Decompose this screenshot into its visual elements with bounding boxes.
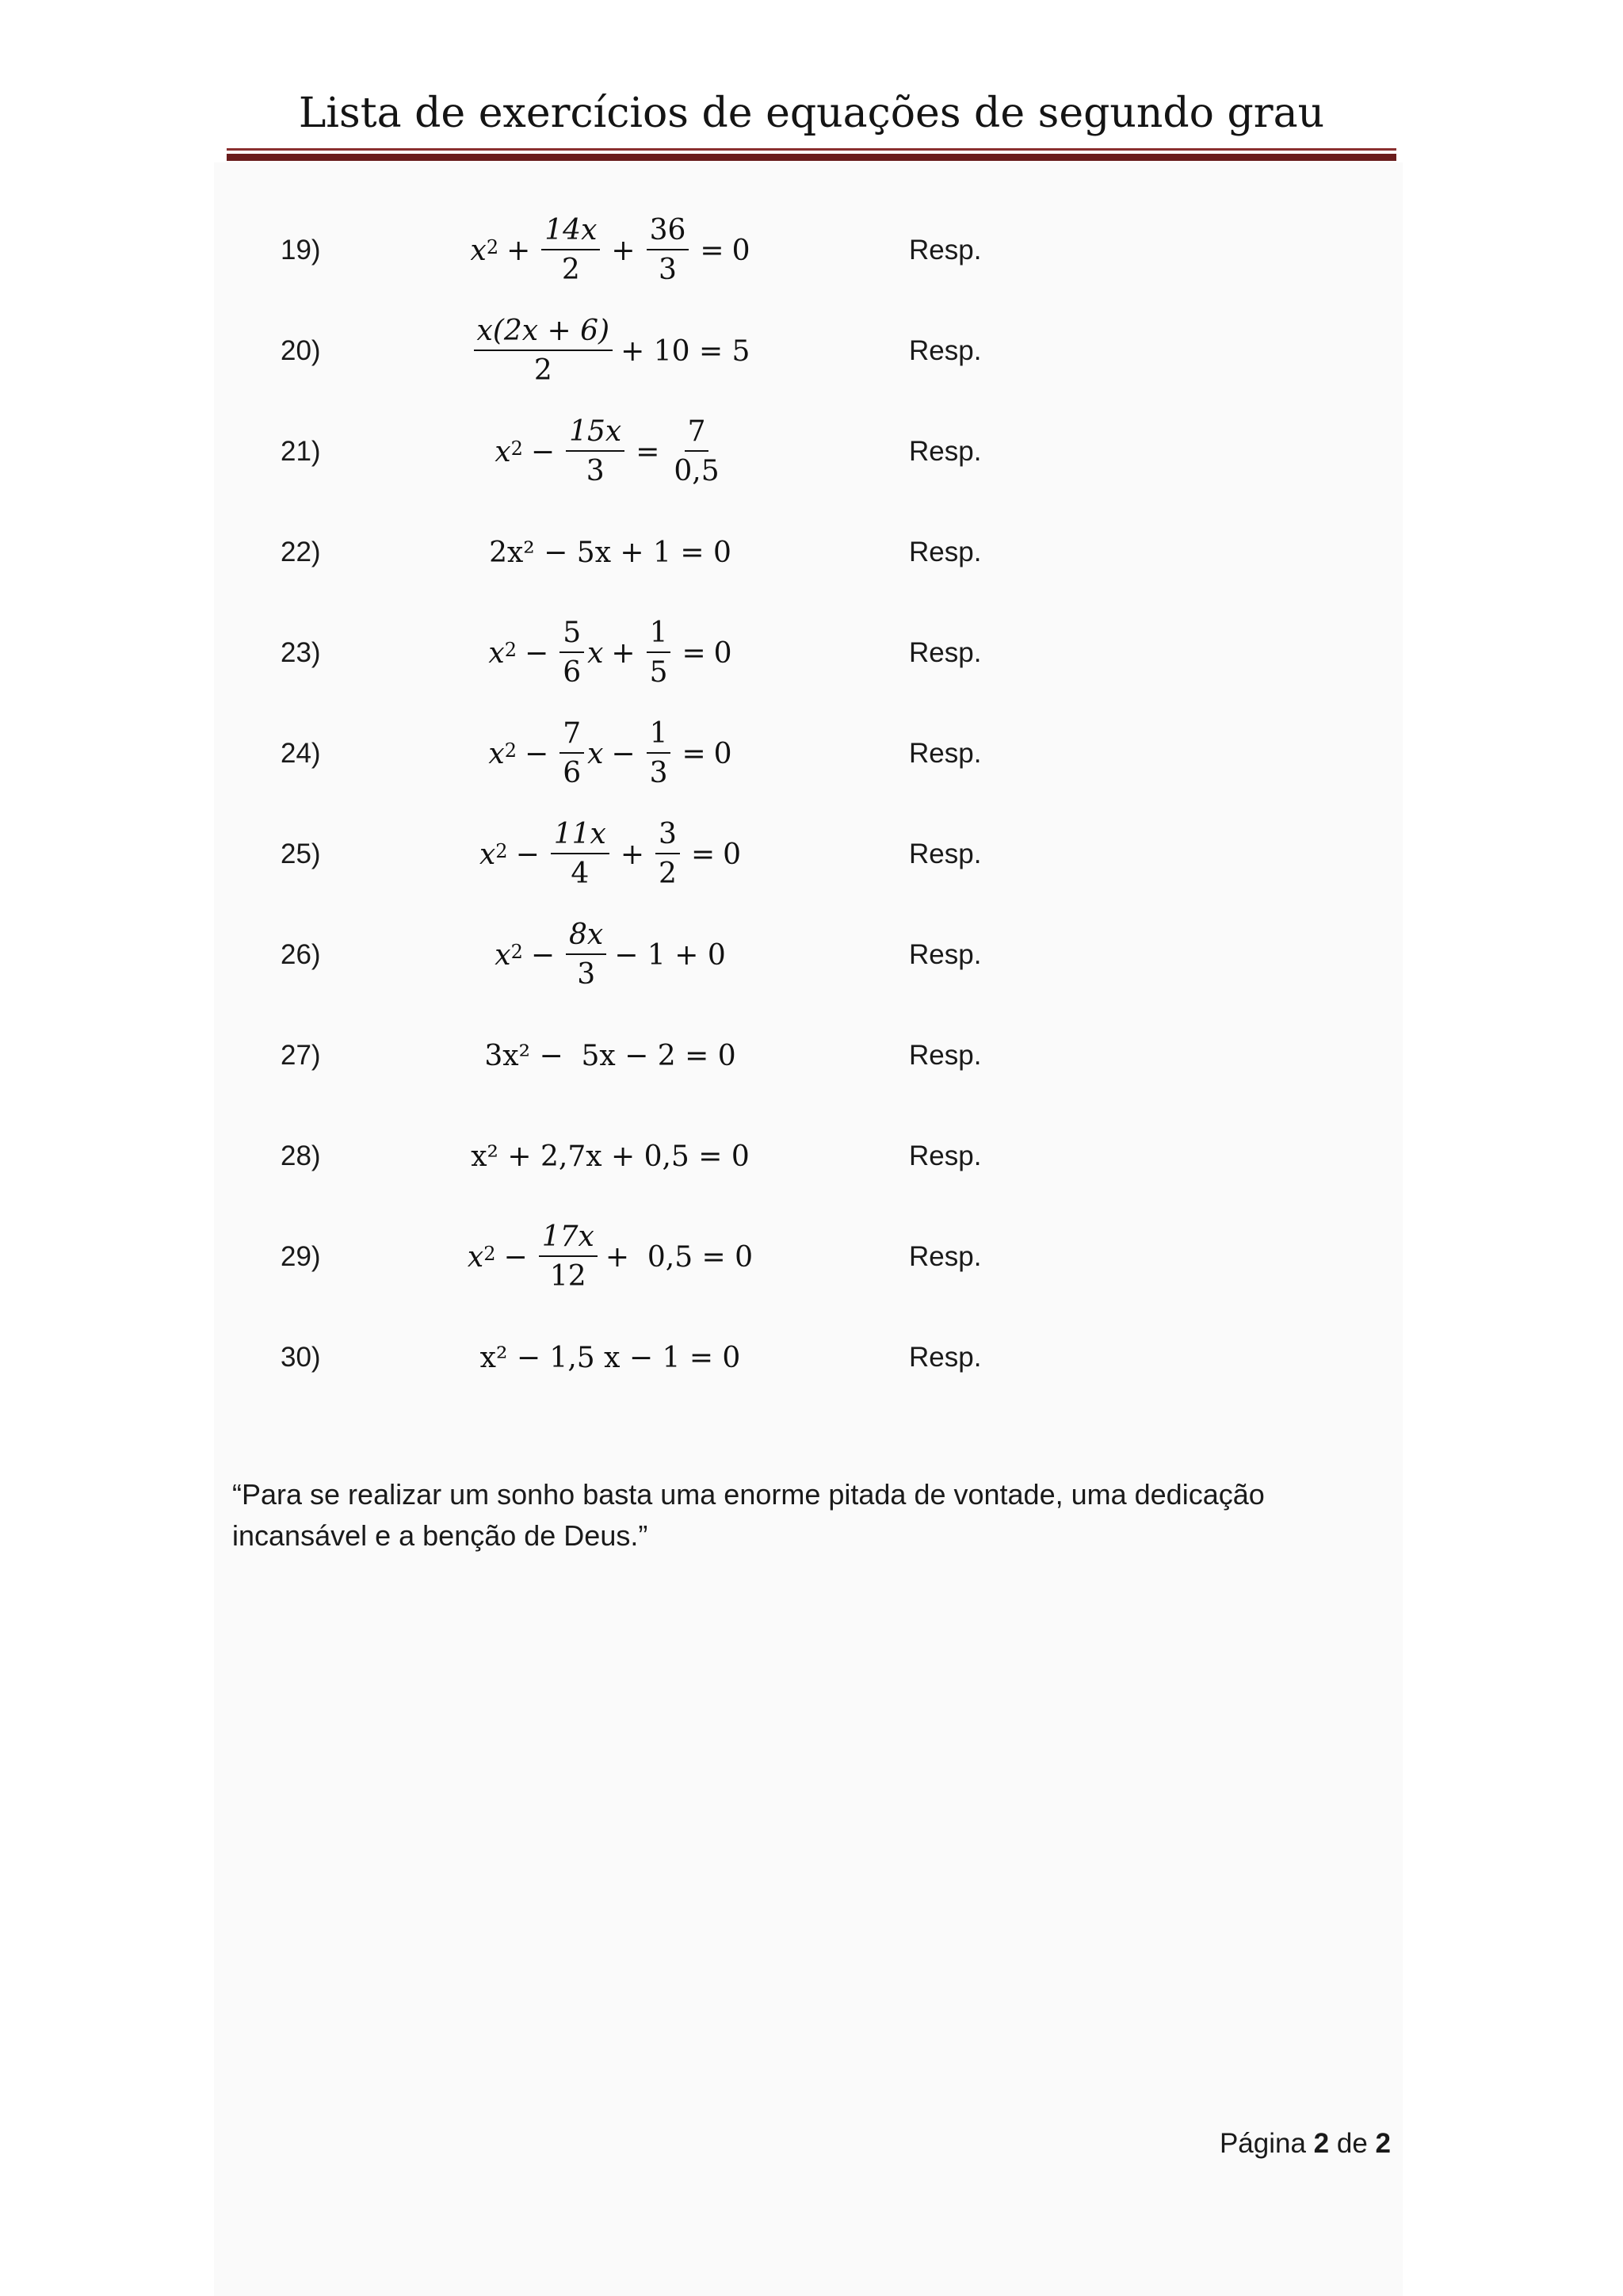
resp-label: Resp. [909,335,982,366]
resp-label: Resp. [909,738,982,769]
equation: 3x² − 5x − 2 = 0 [484,1039,736,1072]
equation: x $^2$ − $\frac{15x}{3}$ = $\frac{7}{0,5}$ [444,412,777,491]
exercise-28 [0,1117,1623,1196]
resp-label: Resp. [909,1140,982,1171]
resp-label: Resp. [909,1040,982,1071]
fraction: $\frac{14x}{2}$ [541,216,600,285]
exercise-26 [0,915,1623,995]
exercise-20 [0,311,1623,391]
exercise-number: 29) [281,1241,321,1272]
exercise-number: 28) [281,1140,321,1171]
page-footer [1220,2128,1391,2160]
resp-label: Resp. [909,1342,982,1373]
fraction: $\frac{1}{5}$ [647,618,671,688]
fraction: $\frac{8x}{3}$ [566,920,606,990]
equation: x $^2$ − $\frac{5}{6}$ x + $\frac{1}{5}$ = 0 [488,617,732,689]
resp-label: Resp. [909,939,982,970]
equation: x² − 1,5 x − 1 = 0 [479,1341,741,1374]
exercise-number: 23) [281,637,321,668]
equation: x $^2$ − $\frac{11x}{4}$ + $\frac{3}{2}$ = 0 [479,818,742,890]
header-rule-thick [227,154,1396,161]
equation: x² + 2,7x + 0,5 = 0 [471,1140,750,1173]
header-rule-thin [227,148,1396,151]
fraction: $\frac{17x}{12}$ [539,1222,598,1292]
exercise-number: 30) [281,1342,321,1373]
resp-label: Resp. [909,839,982,869]
footer-total-pages: 2 [1375,2128,1391,2159]
resp-label: Resp. [909,537,982,567]
exercise-number: 21) [281,436,321,467]
exercise-25 [0,815,1623,894]
exercise-number: 25) [281,839,321,869]
resp-label: Resp. [909,436,982,467]
exercise-24 [0,714,1623,793]
fraction: $\frac{36}{3}$ [647,216,689,285]
fraction: $\frac{15x}{3}$ [566,417,624,487]
footer-connector: de [1336,2128,1368,2159]
fraction: $\frac{5}{6}$ [559,618,584,688]
resp-label: Resp. [909,1241,982,1272]
exercise-23 [0,613,1623,693]
exercise-29 [0,1217,1623,1297]
fraction: $\frac{1}{3}$ [647,719,671,789]
exercise-number: 26) [281,939,321,970]
exercise-number: 27) [281,1040,321,1071]
equation: $\frac{x(2x + 6)}{2}$ + 10 = 5 [444,311,777,391]
fraction: $\frac{7}{0,5}$ [674,415,720,487]
quote-text: “Para se realizar um sonho basta uma enorme pitada de vontade, uma dedicação incansável e a benção de Deus.” [232,1478,1265,1552]
exercise-number: 19) [281,235,321,266]
equation: 2x² − 5x + 1 = 0 [489,536,731,569]
fraction: $\frac{11x}{4}$ [551,819,609,889]
resp-label: Resp. [909,235,982,266]
footer-prefix: Página [1219,2128,1306,2159]
equation: x $^2$ − $\frac{8x}{3}$ − 1 + 0 [495,919,726,991]
equation: x $^2$ + $\frac{14x}{2}$ + $\frac{36}{3}$ = 0 [470,214,750,286]
equation: x $^2$ − $\frac{7}{6}$ x − $\frac{1}{3}$ = 0 [488,717,732,789]
footer-current-page: 2 [1313,2128,1330,2159]
exercise-22 [0,513,1623,592]
fraction: $\frac{x(2x + 6)}{2}$ [474,316,613,386]
fraction: $\frac{3}{2}$ [655,819,680,889]
exercise-30 [0,1318,1623,1397]
exercise-27 [0,1016,1623,1095]
exercise-number: 24) [281,738,321,769]
exercise-19 [0,211,1623,290]
fraction: $\frac{7}{6}$ [559,719,584,789]
equation: x $^2$ − $\frac{17x}{12}$ + 0,5 = 0 [467,1221,754,1293]
exercise-number: 20) [281,335,321,366]
page-title: Lista de exercícios de equações de segundo grau [298,90,1325,137]
resp-label: Resp. [909,637,982,668]
exercise-21 [0,412,1623,491]
exercise-number: 22) [281,537,321,567]
